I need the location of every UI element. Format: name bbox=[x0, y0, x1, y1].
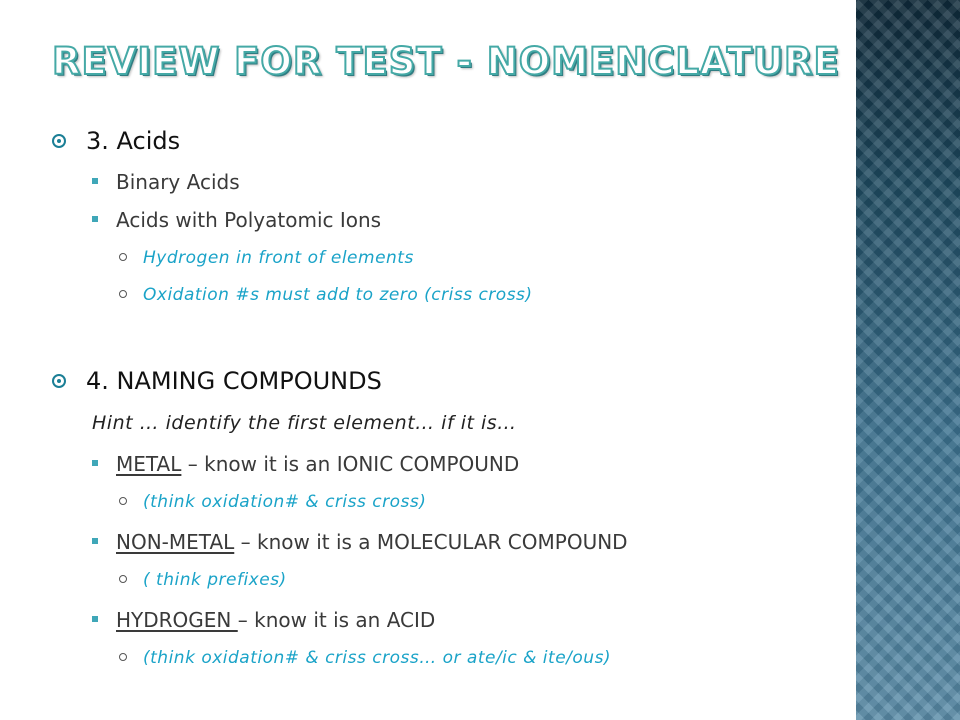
ring-bullet-icon bbox=[119, 653, 127, 661]
hint-text: Hint … identify the first element… if it is… bbox=[92, 412, 517, 434]
section-heading-acids: 3. Acids bbox=[86, 127, 180, 155]
term-nonmetal: NON-METAL bbox=[116, 530, 235, 554]
list-item-nonmetal: NON-METAL – know it is a MOLECULAR COMPOUND bbox=[116, 530, 628, 554]
circle-bullet-icon bbox=[52, 134, 66, 148]
list-item-polyatomic-acids: Acids with Polyatomic Ions bbox=[116, 208, 381, 232]
square-bullet-icon bbox=[92, 460, 98, 466]
section-heading-naming: 4. NAMING COMPOUNDS bbox=[86, 367, 382, 395]
decorative-side-panel bbox=[856, 0, 960, 720]
sub-item-hydrogen-front: Hydrogen in front of elements bbox=[143, 248, 414, 268]
slide-title: REVIEW FOR TEST - NOMENCLATURE bbox=[52, 40, 840, 83]
term-metal: METAL bbox=[116, 452, 182, 476]
square-bullet-icon bbox=[92, 216, 98, 222]
ring-bullet-icon bbox=[119, 497, 127, 505]
square-bullet-icon bbox=[92, 538, 98, 544]
ring-bullet-icon bbox=[119, 253, 127, 261]
list-item-binary-acids: Binary Acids bbox=[116, 170, 240, 194]
sub-item-nonmetal: ( think prefixes) bbox=[143, 570, 287, 590]
sub-item-hydrogen: (think oxidation# & criss cross… or ate/ic & ite/ous) bbox=[143, 648, 611, 668]
sub-item-metal: (think oxidation# & criss cross) bbox=[143, 492, 426, 512]
square-bullet-icon bbox=[92, 178, 98, 184]
ring-bullet-icon bbox=[119, 575, 127, 583]
ring-bullet-icon bbox=[119, 290, 127, 298]
term-hydrogen: HYDROGEN bbox=[116, 608, 238, 632]
sub-item-oxidation-zero: Oxidation #s must add to zero (criss cross) bbox=[143, 285, 533, 305]
circle-bullet-icon bbox=[52, 374, 66, 388]
list-item-metal: METAL – know it is an IONIC COMPOUND bbox=[116, 452, 519, 476]
list-item-hydrogen: HYDROGEN – know it is an ACID bbox=[116, 608, 435, 632]
square-bullet-icon bbox=[92, 616, 98, 622]
